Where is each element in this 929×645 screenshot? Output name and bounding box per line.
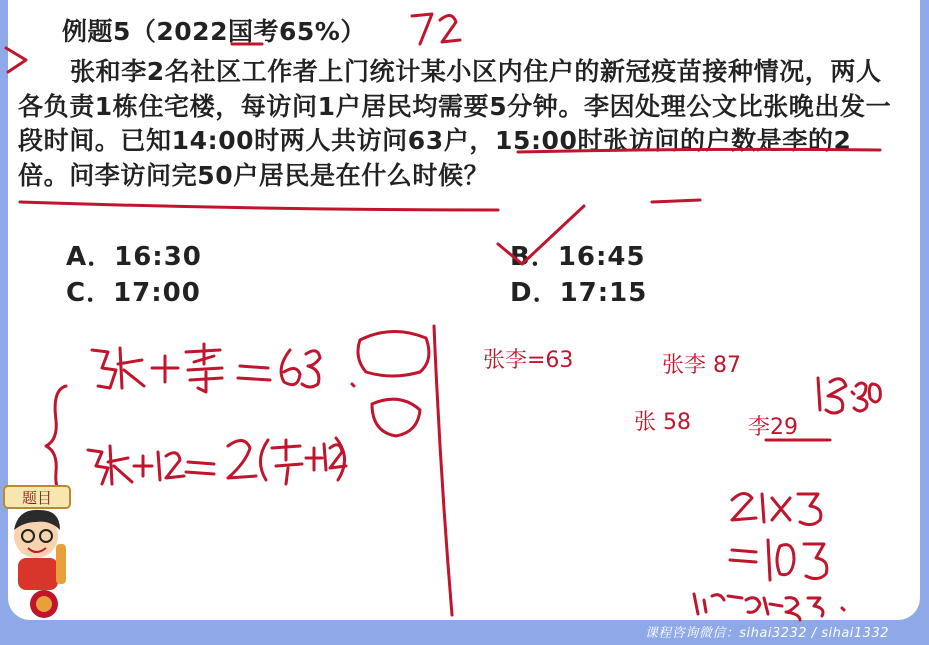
option-d[interactable]: D．17:15: [510, 278, 648, 308]
footer-contact: 课程咨询微信：sihai3232 / sihai1332: [644, 626, 889, 641]
option-b[interactable]: B．16:45: [510, 242, 646, 272]
note-sum: 张李=63: [483, 348, 574, 373]
option-a[interactable]: A．16:30: [66, 242, 202, 272]
question-title: 例题5（2022国考65%）: [62, 17, 366, 46]
mascot-character: [0, 480, 90, 620]
note-zhang: 张 58: [634, 410, 691, 435]
note-sum2: 张李 87: [662, 353, 741, 378]
option-c[interactable]: C．17:00: [66, 278, 201, 308]
question-body: 张和李2名社区工作者上门统计某小区内住户的新冠疫苗接种情况，两人各负责1栋住宅楼，每访问1户居民均需要5分钟。李因处理公文比张晚出发一段时间。已知14:00时两人共访问63户，15:00时张访问的户数是李的2倍。问李访问完50户居民是在什么时候？: [18, 57, 892, 190]
mascot-badge: 题目: [21, 489, 53, 507]
note-li: 李29: [748, 415, 798, 440]
